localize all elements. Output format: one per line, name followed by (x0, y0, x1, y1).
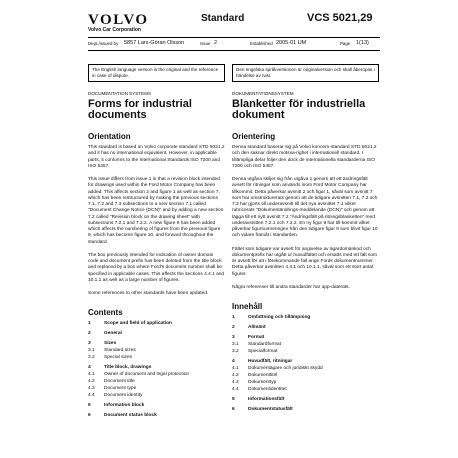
toc-item-label: Document title (104, 379, 135, 385)
toc-item-number: 4.2 (232, 373, 239, 378)
toc-item-number: 3.2 (232, 349, 239, 354)
toc-item-number: 2 (88, 331, 91, 337)
header-rule-top (88, 37, 380, 38)
toc-item-label: General (104, 331, 122, 337)
toc-item-label: Huvudfält, ritningar (248, 359, 293, 364)
notice-box-en: The English language version is the original and the reference in case of dispute. (88, 64, 225, 82)
toc-item (88, 347, 225, 354)
orientation-paragraph: Fältet som tidigare var avsett för angivelse av ägardomänkod och dokumentprefix har utgått ur huvudfältet och ersatts med ett fält som är avsett för att i förekommande fall ange Fords dokumentnummer. Detta påverkar avsnitten 4.4.1 och 10.1.1, såväl som ett stort antal figurer. (232, 246, 378, 277)
toc-item (88, 378, 225, 385)
toc-item-number: 3 (88, 341, 91, 347)
dept-value: 5857 Lars-Göran Olsson (124, 40, 185, 46)
section-name-en: DOCUMENTATION SYSTEMS (88, 91, 152, 96)
toc-item-number: 3.2 (88, 355, 95, 361)
toc-item (88, 371, 225, 378)
established-label: Established (250, 41, 273, 46)
english-column (88, 91, 225, 419)
orientation-paragraph: Some references to other standards have been updated. (88, 291, 209, 296)
toc-item (88, 392, 225, 399)
brand-logo: VOLVO (88, 12, 149, 28)
toc-item (88, 364, 225, 371)
toc-item-number: 4.4 (232, 387, 239, 392)
toc-list-sv (232, 314, 379, 413)
contents-heading-sv: Innehåll (232, 302, 263, 311)
toc-item (88, 402, 225, 409)
toc-item (232, 348, 379, 355)
toc-item-number: 4.1 (232, 366, 239, 371)
toc-item-number: 4.3 (232, 380, 239, 385)
toc-item-label: Owner of document and legal protection (104, 372, 190, 378)
toc-item-number: 6 (88, 413, 91, 419)
toc-item-label: Standardformat (248, 342, 282, 347)
toc-item-label: Dokumentstatusfält (248, 407, 293, 412)
toc-item-number: 4 (88, 365, 91, 371)
toc-item-label: Sizes (104, 341, 117, 347)
toc-item-label: Title block, drawings (104, 365, 152, 371)
toc-item (88, 320, 225, 327)
toc-list-en (88, 320, 225, 419)
toc-item-number: 5 (88, 403, 91, 409)
toc-item-number: 3 (232, 335, 235, 340)
established-value: 2005-01 UM (276, 40, 307, 46)
toc-item-number: 4.2 (88, 379, 95, 385)
toc-item-label: Dokumenttitel (248, 373, 278, 378)
toc-item-number: 4.3 (88, 386, 95, 392)
toc-item (232, 379, 379, 386)
dept-label: Dept./issued by (88, 41, 119, 46)
toc-item-label: Allmänt (248, 325, 266, 330)
toc-item (88, 330, 225, 337)
toc-item (232, 324, 379, 331)
toc-item (232, 396, 379, 403)
toc-item (232, 372, 379, 379)
toc-item (88, 354, 225, 361)
toc-item-label: Standard sizes (104, 348, 136, 354)
toc-item-label: Dokumentidentitet (248, 387, 287, 392)
toc-item (88, 340, 225, 347)
toc-item-number: 2 (232, 325, 235, 330)
contents-heading-en: Contents (88, 308, 123, 318)
document-class: Standard (201, 13, 245, 24)
toc-item-number: 4.1 (88, 372, 95, 378)
swedish-column (232, 91, 379, 413)
toc-item-number: 4 (232, 359, 235, 364)
notice-box-sv: Den engelska språkversionen är originalversion och skall åberopas i händelse av tvist. (232, 64, 379, 82)
toc-item (232, 341, 379, 348)
page-value: 1(13) (356, 40, 369, 46)
toc-item-number: 3.1 (232, 342, 239, 347)
orientation-paragraph: Några referenser till andra standarder har upp-daterats. (232, 284, 350, 290)
toc-item (88, 412, 225, 419)
orientation-paragraph: Denna standard baserar sig på Volvo koncern-standard STD 5021,2 och den saknar direkt motsva-righet i internationell standard. I tillämpliga delar följer den dock de internationella standarderna ISO 7200 och ISO 5457. (232, 145, 377, 169)
toc-item-number: 1 (88, 321, 91, 327)
orientation-paragraph: This issue differs from issue 1 in that a revision block intended for drawings used within the Ford Motor Company has been added. This affects section 2 and figure 1 as well as section 7, which has been restructured by making the previous sections 7.1, 7.2 and 7.3 subsections to a new section 7.1 called "Document Change Notice (DCN)" and by adding a new section 7.2 called "Revision block on the drawing sheet" with subsections 7.2.1 and 7.2.2. A new figure 9 has been added which affects the numbering of figures from the previous figure 9, which has become figure 10, and forward throughout the standard. (88, 177, 224, 245)
orientation-heading-en: Orientation (88, 132, 131, 141)
toc-item (232, 365, 379, 372)
section-name-sv: DOKUMENTATIONSSYSTEM (232, 91, 294, 96)
toc-item-number: 1 (232, 315, 235, 320)
page-label: Page (340, 41, 351, 46)
toc-item-number: 4.4 (88, 393, 95, 399)
toc-item (232, 358, 379, 365)
issue-label: Issue (200, 41, 211, 46)
header-rule-bottom (88, 50, 380, 51)
toc-item (232, 334, 379, 341)
toc-item (232, 314, 379, 321)
toc-item-label: Document type (104, 386, 137, 392)
toc-item (232, 386, 379, 393)
toc-item-label: Special sizes (104, 355, 132, 361)
toc-item-number: 6 (232, 407, 235, 412)
toc-item-label: Scope and field of application (104, 321, 172, 327)
document-title-sv: Blanketter för industriella dokument (232, 98, 366, 121)
document-number: VCS 5021,29 (307, 12, 373, 24)
toc-item-label: Informationsfält (248, 397, 285, 402)
orientation-heading-sv: Orientering (232, 132, 276, 141)
toc-item (88, 385, 225, 392)
company-name: Volvo Car Corporation (88, 27, 141, 33)
issue-value: 2 (214, 40, 218, 46)
toc-item-number: 5 (232, 397, 235, 402)
toc-item-label: Dokumentägare och juridiskt skydd (248, 366, 323, 371)
toc-item-label: Specialformat (248, 349, 278, 354)
orientation-paragraph: Denna utgåva skiljer sig från utgåva 1 genom att ett ändringsfält avsett för ritningar som används inom Ford Motor Company har tillkommit. Detta påverkar avsnitt 2 och figur 1, såväl som avsnitt 7 som har omstrukturerats genom att de tidigare avsnitten 7.1, 7.2 och 7.3 har gjorts till underavsnitt till det nya avsnittet 7.1 vilket rubricerats "Dokumentändrings-meddelande (DCN)" och genom att lägga till ett nytt avsnitt 7.2 "Ändringsfält på ritningsblanketten" med underavsnitten 7.2.1 och 7.2.2. En ny figur 9 har till-kommit vilket påverkar figurnumreringen från den tidigare figur 9 som blivit figur 10 och vidare framåt i standarden. (232, 177, 378, 239)
orientation-paragraph: This standard is based on Volvo corporate standard STD 5021,2 and it has no international equivalent. However, in applicable parts, it conforms to the International Standards ISO 7200 and ISO 5457. (88, 145, 225, 169)
toc-item-label: Format (248, 335, 265, 340)
toc-item-number: 3.1 (88, 348, 95, 354)
toc-item (232, 406, 379, 413)
orientation-paragraph: The box previously intended for indication of owner domain code and document prefix has been deleted from the title block and replaced by a box where Ford's document number shall be specified in applicable cases. This affects the sections 4.4.1 and 10.1.1 as well as a large number of figures. (88, 252, 225, 283)
document-title-en: Forms for industrial documents (88, 98, 192, 121)
toc-item-label: Document identity (104, 393, 143, 399)
toc-item-label: Document status block (104, 413, 157, 419)
toc-item-label: Information block (104, 403, 145, 409)
toc-item-label: Omfattning och tillämpning (248, 315, 311, 320)
toc-item-label: Dokumenttyp (248, 380, 277, 385)
